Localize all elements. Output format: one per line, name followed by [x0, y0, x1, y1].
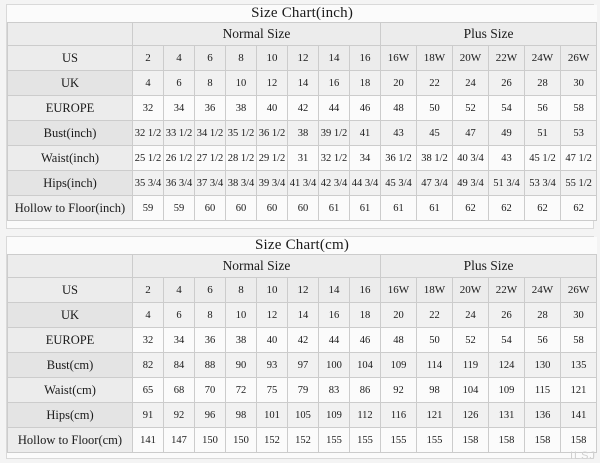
table-cell: 53 — [561, 121, 597, 146]
table-cell: 10 — [226, 303, 257, 328]
table-cell: 119 — [453, 353, 489, 378]
table-cell: 12 — [288, 278, 319, 303]
table-cell: 56 — [525, 96, 561, 121]
table-cell: 52 — [453, 328, 489, 353]
table-cell: 22 — [417, 71, 453, 96]
table-cell: 18 — [350, 303, 381, 328]
table-cell: 2 — [133, 278, 164, 303]
table-cell: 61 — [381, 196, 417, 221]
chart-corner-cell — [8, 23, 133, 46]
table-row — [8, 328, 597, 353]
table-cell: 58 — [561, 328, 597, 353]
table-cell: 24W — [525, 46, 561, 71]
table-cell: 28 — [525, 71, 561, 96]
table-cell: 44 3/4 — [350, 171, 381, 196]
table-cell: 20 — [381, 71, 417, 96]
table-cell: 47 1/2 — [561, 146, 597, 171]
size-chart-inch — [6, 4, 594, 229]
table-cell: 82 — [133, 353, 164, 378]
size-chart-inch-body — [8, 5, 597, 221]
table-cell: 6 — [164, 303, 195, 328]
table-cell: 22W — [489, 278, 525, 303]
table-cell: 155 — [350, 428, 381, 453]
table-cell: 124 — [489, 353, 525, 378]
table-cell: 158 — [525, 428, 561, 453]
table-cell: 158 — [489, 428, 525, 453]
table-row — [8, 196, 597, 221]
size-chart-inch-table — [7, 5, 597, 221]
table-cell: 43 — [381, 121, 417, 146]
row-label: US — [8, 278, 133, 303]
table-cell: 54 — [489, 328, 525, 353]
table-cell: 45 1/2 — [525, 146, 561, 171]
table-cell: 61 — [417, 196, 453, 221]
table-cell: 16W — [381, 46, 417, 71]
table-cell: 10 — [257, 46, 288, 71]
row-label: US — [8, 46, 133, 71]
table-cell: 34 1/2 — [195, 121, 226, 146]
table-cell: 136 — [525, 403, 561, 428]
table-cell: 100 — [319, 353, 350, 378]
row-label: UK — [8, 71, 133, 96]
table-cell: 126 — [453, 403, 489, 428]
table-cell: 22 — [417, 303, 453, 328]
table-cell: 36 1/2 — [381, 146, 417, 171]
table-cell: 32 — [133, 96, 164, 121]
table-cell: 2 — [133, 46, 164, 71]
table-cell: 60 — [195, 196, 226, 221]
table-cell: 10 — [226, 71, 257, 96]
table-cell: 31 — [288, 146, 319, 171]
table-cell: 27 1/2 — [195, 146, 226, 171]
group-header-normal-size: Normal Size — [133, 255, 381, 278]
table-cell: 92 — [381, 378, 417, 403]
table-cell: 44 — [319, 328, 350, 353]
table-cell: 60 — [257, 196, 288, 221]
table-cell: 26W — [561, 278, 597, 303]
table-cell: 56 — [525, 328, 561, 353]
table-cell: 14 — [288, 71, 319, 96]
chart-group-header-row — [8, 23, 597, 46]
table-cell: 4 — [164, 46, 195, 71]
table-cell: 42 — [288, 96, 319, 121]
group-header-plus-size: Plus Size — [381, 255, 597, 278]
table-cell: 20W — [453, 278, 489, 303]
table-cell: 92 — [164, 403, 195, 428]
table-cell: 96 — [195, 403, 226, 428]
table-cell: 84 — [164, 353, 195, 378]
row-label: UK — [8, 303, 133, 328]
table-cell: 24 — [453, 71, 489, 96]
table-cell: 12 — [288, 46, 319, 71]
watermark: ILSJ — [569, 450, 596, 462]
table-cell: 8 — [226, 46, 257, 71]
table-cell: 38 1/2 — [417, 146, 453, 171]
table-cell: 98 — [226, 403, 257, 428]
table-cell: 36 — [195, 328, 226, 353]
table-cell: 24 — [453, 303, 489, 328]
table-cell: 155 — [319, 428, 350, 453]
table-cell: 109 — [319, 403, 350, 428]
table-cell: 40 — [257, 328, 288, 353]
table-cell: 109 — [381, 353, 417, 378]
table-cell: 90 — [226, 353, 257, 378]
table-cell: 18W — [417, 278, 453, 303]
table-cell: 130 — [525, 353, 561, 378]
table-cell: 40 3/4 — [453, 146, 489, 171]
group-header-normal-size: Normal Size — [133, 23, 381, 46]
table-cell: 46 — [350, 328, 381, 353]
table-row — [8, 378, 597, 403]
table-cell: 14 — [319, 278, 350, 303]
table-cell: 45 3/4 — [381, 171, 417, 196]
row-label: Bust(inch) — [8, 121, 133, 146]
table-cell: 49 — [489, 121, 525, 146]
table-cell: 152 — [257, 428, 288, 453]
table-cell: 65 — [133, 378, 164, 403]
table-cell: 155 — [381, 428, 417, 453]
table-cell: 14 — [319, 46, 350, 71]
table-cell: 121 — [417, 403, 453, 428]
table-cell: 32 1/2 — [319, 146, 350, 171]
table-cell: 18 — [350, 71, 381, 96]
table-cell: 32 1/2 — [133, 121, 164, 146]
table-cell: 86 — [350, 378, 381, 403]
table-cell: 62 — [453, 196, 489, 221]
table-cell: 83 — [319, 378, 350, 403]
table-cell: 150 — [195, 428, 226, 453]
table-cell: 72 — [226, 378, 257, 403]
table-cell: 36 3/4 — [164, 171, 195, 196]
table-cell: 62 — [489, 196, 525, 221]
table-cell: 62 — [525, 196, 561, 221]
row-label: Hips(inch) — [8, 171, 133, 196]
table-cell: 45 — [417, 121, 453, 146]
chart-title: Size Chart(inch) — [8, 5, 597, 23]
table-cell: 44 — [319, 96, 350, 121]
table-cell: 79 — [288, 378, 319, 403]
table-cell: 51 3/4 — [489, 171, 525, 196]
table-cell: 53 3/4 — [525, 171, 561, 196]
table-cell: 6 — [195, 46, 226, 71]
table-cell: 8 — [226, 278, 257, 303]
row-label: Waist(inch) — [8, 146, 133, 171]
table-cell: 54 — [489, 96, 525, 121]
table-cell: 38 — [226, 96, 257, 121]
table-cell: 12 — [257, 71, 288, 96]
table-cell: 114 — [417, 353, 453, 378]
table-cell: 158 — [453, 428, 489, 453]
table-cell: 8 — [195, 71, 226, 96]
table-cell: 59 — [164, 196, 195, 221]
table-row — [8, 146, 597, 171]
table-cell: 39 3/4 — [257, 171, 288, 196]
table-cell: 135 — [561, 353, 597, 378]
table-cell: 47 3/4 — [417, 171, 453, 196]
table-cell: 158 — [561, 428, 597, 453]
row-label: Hips(cm) — [8, 403, 133, 428]
table-cell: 38 — [288, 121, 319, 146]
table-cell: 30 — [561, 303, 597, 328]
table-cell: 104 — [453, 378, 489, 403]
table-cell: 34 — [164, 328, 195, 353]
chart-title-row — [8, 237, 597, 255]
table-cell: 16 — [350, 278, 381, 303]
table-cell: 60 — [226, 196, 257, 221]
table-cell: 40 — [257, 96, 288, 121]
table-cell: 88 — [195, 353, 226, 378]
table-row — [8, 96, 597, 121]
table-cell: 18W — [417, 46, 453, 71]
table-cell: 20W — [453, 46, 489, 71]
table-cell: 28 1/2 — [226, 146, 257, 171]
table-cell: 116 — [381, 403, 417, 428]
table-cell: 41 — [350, 121, 381, 146]
row-label: Hollow to Floor(cm) — [8, 428, 133, 453]
table-cell: 150 — [226, 428, 257, 453]
table-cell: 93 — [257, 353, 288, 378]
table-cell: 42 3/4 — [319, 171, 350, 196]
table-cell: 28 — [525, 303, 561, 328]
table-cell: 60 — [288, 196, 319, 221]
table-cell: 4 — [164, 278, 195, 303]
table-cell: 38 3/4 — [226, 171, 257, 196]
table-cell: 4 — [133, 303, 164, 328]
table-cell: 24W — [525, 278, 561, 303]
table-cell: 47 — [453, 121, 489, 146]
table-cell: 61 — [350, 196, 381, 221]
table-cell: 152 — [288, 428, 319, 453]
table-cell: 43 — [489, 146, 525, 171]
table-cell: 51 — [525, 121, 561, 146]
table-cell: 112 — [350, 403, 381, 428]
table-cell: 35 1/2 — [226, 121, 257, 146]
table-cell: 29 1/2 — [257, 146, 288, 171]
row-label: EUROPE — [8, 328, 133, 353]
table-cell: 36 1/2 — [257, 121, 288, 146]
table-cell: 26 — [489, 71, 525, 96]
table-cell: 97 — [288, 353, 319, 378]
table-cell: 101 — [257, 403, 288, 428]
table-cell: 20 — [381, 303, 417, 328]
table-cell: 6 — [195, 278, 226, 303]
table-cell: 37 3/4 — [195, 171, 226, 196]
table-cell: 52 — [453, 96, 489, 121]
row-label: Hollow to Floor(inch) — [8, 196, 133, 221]
table-cell: 16 — [319, 71, 350, 96]
size-chart-cm — [6, 236, 594, 459]
table-cell: 16 — [319, 303, 350, 328]
table-cell: 98 — [417, 378, 453, 403]
chart-group-header-row — [8, 255, 597, 278]
table-cell: 50 — [417, 328, 453, 353]
table-cell: 59 — [133, 196, 164, 221]
table-cell: 34 — [164, 96, 195, 121]
chart-corner-cell — [8, 255, 133, 278]
table-cell: 41 3/4 — [288, 171, 319, 196]
size-chart-cm-table — [7, 237, 597, 453]
table-cell: 147 — [164, 428, 195, 453]
table-row — [8, 171, 597, 196]
table-cell: 61 — [319, 196, 350, 221]
table-cell: 8 — [195, 303, 226, 328]
table-cell: 26W — [561, 46, 597, 71]
table-cell: 104 — [350, 353, 381, 378]
table-cell: 25 1/2 — [133, 146, 164, 171]
table-cell: 32 — [133, 328, 164, 353]
table-cell: 131 — [489, 403, 525, 428]
table-row — [8, 121, 597, 146]
chart-title-row — [8, 5, 597, 23]
table-cell: 75 — [257, 378, 288, 403]
table-cell: 14 — [288, 303, 319, 328]
table-cell: 4 — [133, 71, 164, 96]
table-cell: 50 — [417, 96, 453, 121]
table-row — [8, 353, 597, 378]
table-cell: 48 — [381, 96, 417, 121]
table-cell: 6 — [164, 71, 195, 96]
size-chart-cm-body — [8, 237, 597, 453]
table-cell: 141 — [561, 403, 597, 428]
table-cell: 34 — [350, 146, 381, 171]
table-cell: 26 1/2 — [164, 146, 195, 171]
table-cell: 62 — [561, 196, 597, 221]
table-row — [8, 46, 597, 71]
row-label: Bust(cm) — [8, 353, 133, 378]
table-cell: 68 — [164, 378, 195, 403]
table-cell: 38 — [226, 328, 257, 353]
row-label: Waist(cm) — [8, 378, 133, 403]
table-cell: 46 — [350, 96, 381, 121]
table-row — [8, 278, 597, 303]
table-cell: 16W — [381, 278, 417, 303]
table-cell: 22W — [489, 46, 525, 71]
table-cell: 58 — [561, 96, 597, 121]
table-cell: 39 1/2 — [319, 121, 350, 146]
table-row — [8, 403, 597, 428]
table-cell: 70 — [195, 378, 226, 403]
table-cell: 36 — [195, 96, 226, 121]
table-cell: 16 — [350, 46, 381, 71]
table-cell: 10 — [257, 278, 288, 303]
table-cell: 155 — [417, 428, 453, 453]
table-cell: 115 — [525, 378, 561, 403]
group-header-plus-size: Plus Size — [381, 23, 597, 46]
table-cell: 105 — [288, 403, 319, 428]
table-cell: 26 — [489, 303, 525, 328]
table-cell: 30 — [561, 71, 597, 96]
table-cell: 12 — [257, 303, 288, 328]
chart-title: Size Chart(cm) — [8, 237, 597, 255]
row-label: EUROPE — [8, 96, 133, 121]
table-row — [8, 303, 597, 328]
table-cell: 35 3/4 — [133, 171, 164, 196]
table-cell: 121 — [561, 378, 597, 403]
table-cell: 33 1/2 — [164, 121, 195, 146]
table-cell: 55 1/2 — [561, 171, 597, 196]
table-cell: 49 3/4 — [453, 171, 489, 196]
table-cell: 109 — [489, 378, 525, 403]
table-cell: 91 — [133, 403, 164, 428]
table-row — [8, 428, 597, 453]
table-cell: 48 — [381, 328, 417, 353]
table-cell: 42 — [288, 328, 319, 353]
table-row — [8, 71, 597, 96]
table-cell: 141 — [133, 428, 164, 453]
